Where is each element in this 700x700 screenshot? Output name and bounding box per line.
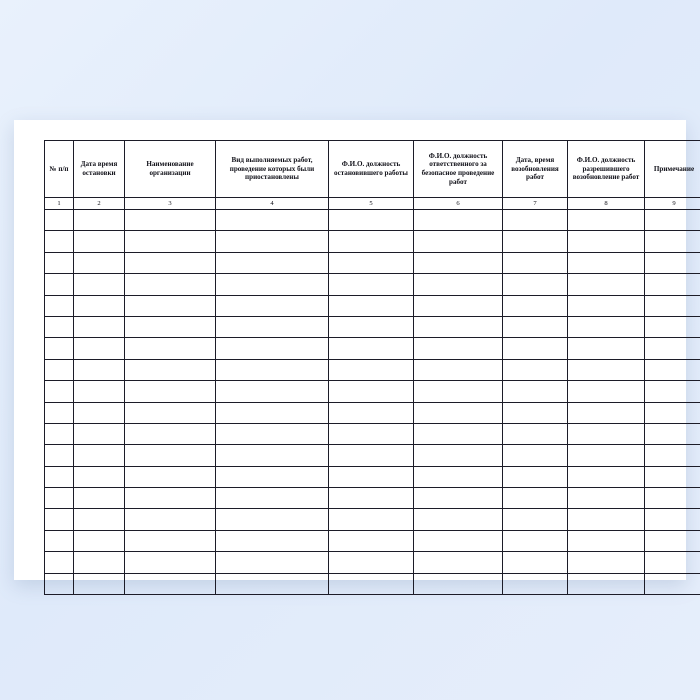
table-row[interactable] <box>45 295 700 316</box>
table-cell[interactable] <box>74 316 125 337</box>
column-number-1: 1 <box>45 198 74 210</box>
table-cell[interactable] <box>503 359 568 380</box>
table-cell[interactable] <box>74 423 125 444</box>
column-header-8: Ф.И.О. должность разрешившего возобновление работ <box>568 141 645 198</box>
table-cell[interactable] <box>216 252 329 273</box>
table-cell[interactable] <box>45 402 74 423</box>
column-header-9: Примечание <box>645 141 700 198</box>
table-cell[interactable] <box>125 488 216 509</box>
table-cell[interactable] <box>503 338 568 359</box>
table-cell[interactable] <box>568 295 645 316</box>
table-cell[interactable] <box>414 402 503 423</box>
table-cell[interactable] <box>503 445 568 466</box>
table-cell[interactable] <box>45 252 74 273</box>
table-cell[interactable] <box>45 488 74 509</box>
table-cell[interactable] <box>503 530 568 551</box>
table-cell[interactable] <box>414 252 503 273</box>
table-cell[interactable] <box>329 210 414 231</box>
table-cell[interactable] <box>503 295 568 316</box>
table-cell[interactable] <box>503 316 568 337</box>
table-cell[interactable] <box>414 231 503 252</box>
table-cell[interactable] <box>503 231 568 252</box>
table-cell[interactable] <box>329 338 414 359</box>
table-cell[interactable] <box>645 530 700 551</box>
table-cell[interactable] <box>503 381 568 402</box>
table-cell[interactable] <box>329 402 414 423</box>
table-cell[interactable] <box>568 252 645 273</box>
table-cell[interactable] <box>45 509 74 530</box>
table-cell[interactable] <box>645 488 700 509</box>
table-cell[interactable] <box>645 466 700 487</box>
table-cell[interactable] <box>329 423 414 444</box>
table-cell[interactable] <box>216 231 329 252</box>
table-cell[interactable] <box>216 488 329 509</box>
table-cell[interactable] <box>503 509 568 530</box>
table-row[interactable] <box>45 381 700 402</box>
table-cell[interactable] <box>414 466 503 487</box>
column-number-5: 5 <box>329 198 414 210</box>
table-cell[interactable] <box>414 552 503 573</box>
column-number-8: 8 <box>568 198 645 210</box>
table-cell[interactable] <box>645 231 700 252</box>
table-cell[interactable] <box>568 488 645 509</box>
table-cell[interactable] <box>503 423 568 444</box>
column-number-4: 4 <box>216 198 329 210</box>
table-cell[interactable] <box>568 445 645 466</box>
table-cell[interactable] <box>125 359 216 380</box>
table-cell[interactable] <box>45 466 74 487</box>
column-number-6: 6 <box>414 198 503 210</box>
table-cell[interactable] <box>125 274 216 295</box>
table-cell[interactable] <box>125 252 216 273</box>
table-row[interactable] <box>45 338 700 359</box>
table-cell[interactable] <box>45 381 74 402</box>
table-cell[interactable] <box>216 573 329 594</box>
table-cell[interactable] <box>645 359 700 380</box>
table-cell[interactable] <box>329 445 414 466</box>
table-row[interactable] <box>45 573 700 594</box>
table-cell[interactable] <box>568 210 645 231</box>
table-cell[interactable] <box>45 316 74 337</box>
table-cell[interactable] <box>568 466 645 487</box>
table-cell[interactable] <box>329 359 414 380</box>
table-cell[interactable] <box>74 445 125 466</box>
table-cell[interactable] <box>125 573 216 594</box>
table-row[interactable] <box>45 445 700 466</box>
table-cell[interactable] <box>568 402 645 423</box>
table-cell[interactable] <box>645 509 700 530</box>
column-header-1: № п/п <box>45 141 74 198</box>
table-cell[interactable] <box>568 509 645 530</box>
table-cell[interactable] <box>414 316 503 337</box>
table-cell[interactable] <box>329 274 414 295</box>
table-row[interactable] <box>45 530 700 551</box>
table-cell[interactable] <box>74 274 125 295</box>
table-cell[interactable] <box>329 252 414 273</box>
table-cell[interactable] <box>568 423 645 444</box>
table-cell[interactable] <box>216 295 329 316</box>
table-cell[interactable] <box>645 210 700 231</box>
table-cell[interactable] <box>125 295 216 316</box>
table-cell[interactable] <box>414 338 503 359</box>
column-header-2: Дата время остановки <box>74 141 125 198</box>
table-row[interactable] <box>45 316 700 337</box>
table-cell[interactable] <box>414 445 503 466</box>
table-cell[interactable] <box>74 338 125 359</box>
table-cell[interactable] <box>329 530 414 551</box>
table-cell[interactable] <box>329 573 414 594</box>
column-header-6: Ф.И.О. должность ответственного за безопасное проведение работ <box>414 141 503 198</box>
column-header-4: Вид выполняемых работ, проведение которых были приостановлены <box>216 141 329 198</box>
table-cell[interactable] <box>414 488 503 509</box>
table-cell[interactable] <box>645 295 700 316</box>
table-row[interactable] <box>45 252 700 273</box>
table-cell[interactable] <box>329 466 414 487</box>
table-cell[interactable] <box>216 338 329 359</box>
table-cell[interactable] <box>503 252 568 273</box>
table-cell[interactable] <box>216 210 329 231</box>
table-cell[interactable] <box>125 231 216 252</box>
table-cell[interactable] <box>503 274 568 295</box>
table-cell[interactable] <box>568 274 645 295</box>
column-header-7: Дата, время возобновления работ <box>503 141 568 198</box>
table-cell[interactable] <box>45 552 74 573</box>
table-cell[interactable] <box>329 552 414 573</box>
table-cell[interactable] <box>503 573 568 594</box>
table-row[interactable] <box>45 466 700 487</box>
table-cell[interactable] <box>414 295 503 316</box>
table-cell[interactable] <box>45 274 74 295</box>
table-cell[interactable] <box>125 316 216 337</box>
table-cell[interactable] <box>568 359 645 380</box>
table-cell[interactable] <box>645 316 700 337</box>
column-header-3: Наименование организации <box>125 141 216 198</box>
table-cell[interactable] <box>74 231 125 252</box>
table-cell[interactable] <box>645 402 700 423</box>
table-cell[interactable] <box>414 530 503 551</box>
table-row[interactable] <box>45 423 700 444</box>
table-cell[interactable] <box>125 445 216 466</box>
table-row[interactable] <box>45 488 700 509</box>
table-cell[interactable] <box>45 423 74 444</box>
table-cell[interactable] <box>45 338 74 359</box>
table-cell[interactable] <box>645 252 700 273</box>
table-cell[interactable] <box>125 338 216 359</box>
column-number-row <box>45 198 700 210</box>
table-cell[interactable] <box>645 338 700 359</box>
table-body <box>45 198 700 595</box>
table-cell[interactable] <box>568 552 645 573</box>
work-stoppage-log-table <box>44 140 700 595</box>
table-cell[interactable] <box>45 530 74 551</box>
table-cell[interactable] <box>414 381 503 402</box>
table-cell[interactable] <box>414 423 503 444</box>
column-number-7: 7 <box>503 198 568 210</box>
table-row[interactable] <box>45 210 700 231</box>
table-cell[interactable] <box>503 210 568 231</box>
table-cell[interactable] <box>125 210 216 231</box>
table-cell[interactable] <box>645 445 700 466</box>
table-cell[interactable] <box>125 509 216 530</box>
table-row[interactable] <box>45 231 700 252</box>
table-cell[interactable] <box>45 445 74 466</box>
table-cell[interactable] <box>414 210 503 231</box>
table-cell[interactable] <box>45 295 74 316</box>
table-cell[interactable] <box>568 381 645 402</box>
table-cell[interactable] <box>414 274 503 295</box>
table-cell[interactable] <box>74 359 125 380</box>
table-cell[interactable] <box>45 359 74 380</box>
table-cell[interactable] <box>216 359 329 380</box>
table-row[interactable] <box>45 509 700 530</box>
table-cell[interactable] <box>503 552 568 573</box>
table-cell[interactable] <box>125 423 216 444</box>
log-table-container <box>44 140 695 595</box>
table-cell[interactable] <box>125 402 216 423</box>
table-cell[interactable] <box>74 552 125 573</box>
table-cell[interactable] <box>125 530 216 551</box>
column-number-3: 3 <box>125 198 216 210</box>
table-cell[interactable] <box>74 252 125 273</box>
table-cell[interactable] <box>45 231 74 252</box>
table-cell[interactable] <box>74 402 125 423</box>
table-cell[interactable] <box>568 573 645 594</box>
table-cell[interactable] <box>414 359 503 380</box>
table-cell[interactable] <box>216 530 329 551</box>
table-cell[interactable] <box>216 466 329 487</box>
table-cell[interactable] <box>329 488 414 509</box>
table-header <box>45 141 700 198</box>
table-cell[interactable] <box>74 573 125 594</box>
table-cell[interactable] <box>645 423 700 444</box>
table-cell[interactable] <box>503 402 568 423</box>
table-cell[interactable] <box>74 466 125 487</box>
table-cell[interactable] <box>216 381 329 402</box>
table-cell[interactable] <box>568 530 645 551</box>
header-row <box>45 141 700 198</box>
table-cell[interactable] <box>125 381 216 402</box>
table-cell[interactable] <box>74 210 125 231</box>
column-number-9: 9 <box>645 198 700 210</box>
column-header-5: Ф.И.О. должность остановившего работы <box>329 141 414 198</box>
table-cell[interactable] <box>216 445 329 466</box>
table-cell[interactable] <box>414 573 503 594</box>
table-cell[interactable] <box>74 509 125 530</box>
table-cell[interactable] <box>216 402 329 423</box>
table-cell[interactable] <box>216 552 329 573</box>
table-cell[interactable] <box>645 552 700 573</box>
table-cell[interactable] <box>568 316 645 337</box>
column-number-2: 2 <box>74 198 125 210</box>
table-cell[interactable] <box>503 488 568 509</box>
paper-sheet <box>14 120 695 580</box>
table-cell[interactable] <box>74 295 125 316</box>
table-cell[interactable] <box>329 381 414 402</box>
table-cell[interactable] <box>568 338 645 359</box>
table-cell[interactable] <box>414 509 503 530</box>
table-cell[interactable] <box>216 316 329 337</box>
table-cell[interactable] <box>329 509 414 530</box>
table-row[interactable] <box>45 402 700 423</box>
table-cell[interactable] <box>45 573 74 594</box>
table-cell[interactable] <box>74 381 125 402</box>
table-cell[interactable] <box>645 381 700 402</box>
table-cell[interactable] <box>74 530 125 551</box>
table-row[interactable] <box>45 552 700 573</box>
table-cell[interactable] <box>568 231 645 252</box>
table-cell[interactable] <box>125 466 216 487</box>
table-cell[interactable] <box>216 274 329 295</box>
table-cell[interactable] <box>503 466 568 487</box>
table-cell[interactable] <box>645 573 700 594</box>
table-cell[interactable] <box>216 509 329 530</box>
table-cell[interactable] <box>216 423 329 444</box>
table-cell[interactable] <box>329 231 414 252</box>
table-cell[interactable] <box>329 295 414 316</box>
table-cell[interactable] <box>74 488 125 509</box>
table-row[interactable] <box>45 274 700 295</box>
table-cell[interactable] <box>45 210 74 231</box>
table-cell[interactable] <box>329 316 414 337</box>
table-row[interactable] <box>45 359 700 380</box>
table-cell[interactable] <box>125 552 216 573</box>
table-cell[interactable] <box>645 274 700 295</box>
